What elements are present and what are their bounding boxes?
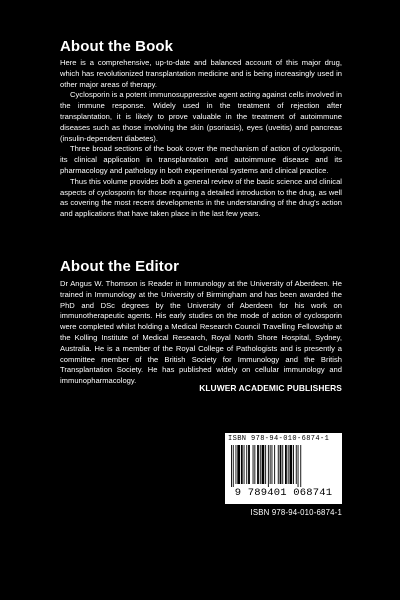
barcode-bar [244, 445, 245, 484]
about-editor-heading: About the Editor [60, 258, 180, 275]
barcode-bar [296, 445, 297, 484]
barcode-bar [272, 445, 273, 484]
barcode [225, 433, 342, 504]
publisher-name: KLUWER ACADEMIC PUBLISHERS [199, 383, 342, 393]
about-book-heading: About the Book [60, 38, 174, 55]
barcode-bar [262, 445, 265, 484]
barcode-bar [270, 445, 271, 484]
barcode-bar [253, 445, 254, 484]
barcode-bar [278, 445, 279, 484]
barcode-bars [229, 445, 338, 487]
about-book-text [60, 58, 342, 220]
barcode-bar [231, 445, 232, 487]
about-editor-paragraph: Dr Angus W. Thomson is Reader in Immunology at the University of Aberdeen. He trained in Immunology at the University of Birmingham and has been awarded the PhD and DSc degrees by the University of Aberdeen for his work on immunotherapeutic agents. His early studies on the mode of action of cyclosporin were completed whilst holding a Medical Research Council Travelling Fellowship at the Kolling Institute of Medical Research, Royal North Shore Hospital, Sydney, Australia. He is a member of the Royal College of Pathologists and is presently a committee member of the British Society for Immunology and the British Transplantation Society. He has published widely on cellular immunology and immunopharmacology. [60, 279, 342, 386]
barcode-bar [288, 445, 289, 484]
barcode-isbn-label: ISBN 978-94-010-6874-1 [228, 435, 330, 443]
barcode-bar [282, 445, 283, 484]
barcode-bar [268, 445, 269, 487]
barcode-bar [293, 445, 294, 484]
barcode-bar [246, 445, 247, 484]
barcode-bar [274, 445, 275, 484]
barcode-bar [257, 445, 259, 484]
barcode-bar [290, 445, 293, 484]
barcode-bar [298, 445, 299, 487]
barcode-digits: 9 789401 068741 [234, 487, 333, 499]
barcode-bar [237, 445, 240, 484]
about-book-paragraph-4: Thus this volume provides both a general review of the basic science and clinical aspects of cyclosporin for those requiring a detailed introduction to the drug, as well as covering the most recent developments in the understanding of the drug's action and applications that have taken place in the last few years. [60, 176, 342, 219]
barcode-bar [233, 445, 234, 487]
barcode-bar [280, 445, 282, 484]
barcode-bar [254, 445, 255, 484]
about-book-paragraph-1: Here is a comprehensive, up-to-date and balanced account of this major drug, which has revolutionized transplantation medicine and is being increasingly used in other major areas of therapy. [60, 58, 342, 89]
about-book-paragraph-2: Cyclosporin is a potent immunosuppressive agent acting against cells involved in the immune response. Widely used in the treatment of rejection after transplantation, it is likely to prove valuable in the treatment of autoimmune diseases such as those involving the skin (psoriasis), eyes (uveitis) and pancreas (insulin-dependent diabetes). [60, 90, 342, 143]
isbn-number: ISBN 978-94-010-6874-1 [250, 508, 342, 517]
barcode-bar [260, 445, 261, 484]
barcode-bar [285, 445, 287, 484]
about-book-paragraph-3: Three broad sections of the book cover the mechanism of action of cyclosporin, its clinical application in transplantation and autoimmune disease and its pharmacology and pathology in both experimental systems and clinical practice. [60, 144, 342, 175]
barcode-bar [236, 445, 237, 484]
barcode-bar [241, 445, 243, 484]
about-editor-text [60, 279, 342, 387]
barcode-bar [300, 445, 301, 487]
barcode-bar [265, 445, 266, 484]
barcode-bar [248, 445, 250, 484]
